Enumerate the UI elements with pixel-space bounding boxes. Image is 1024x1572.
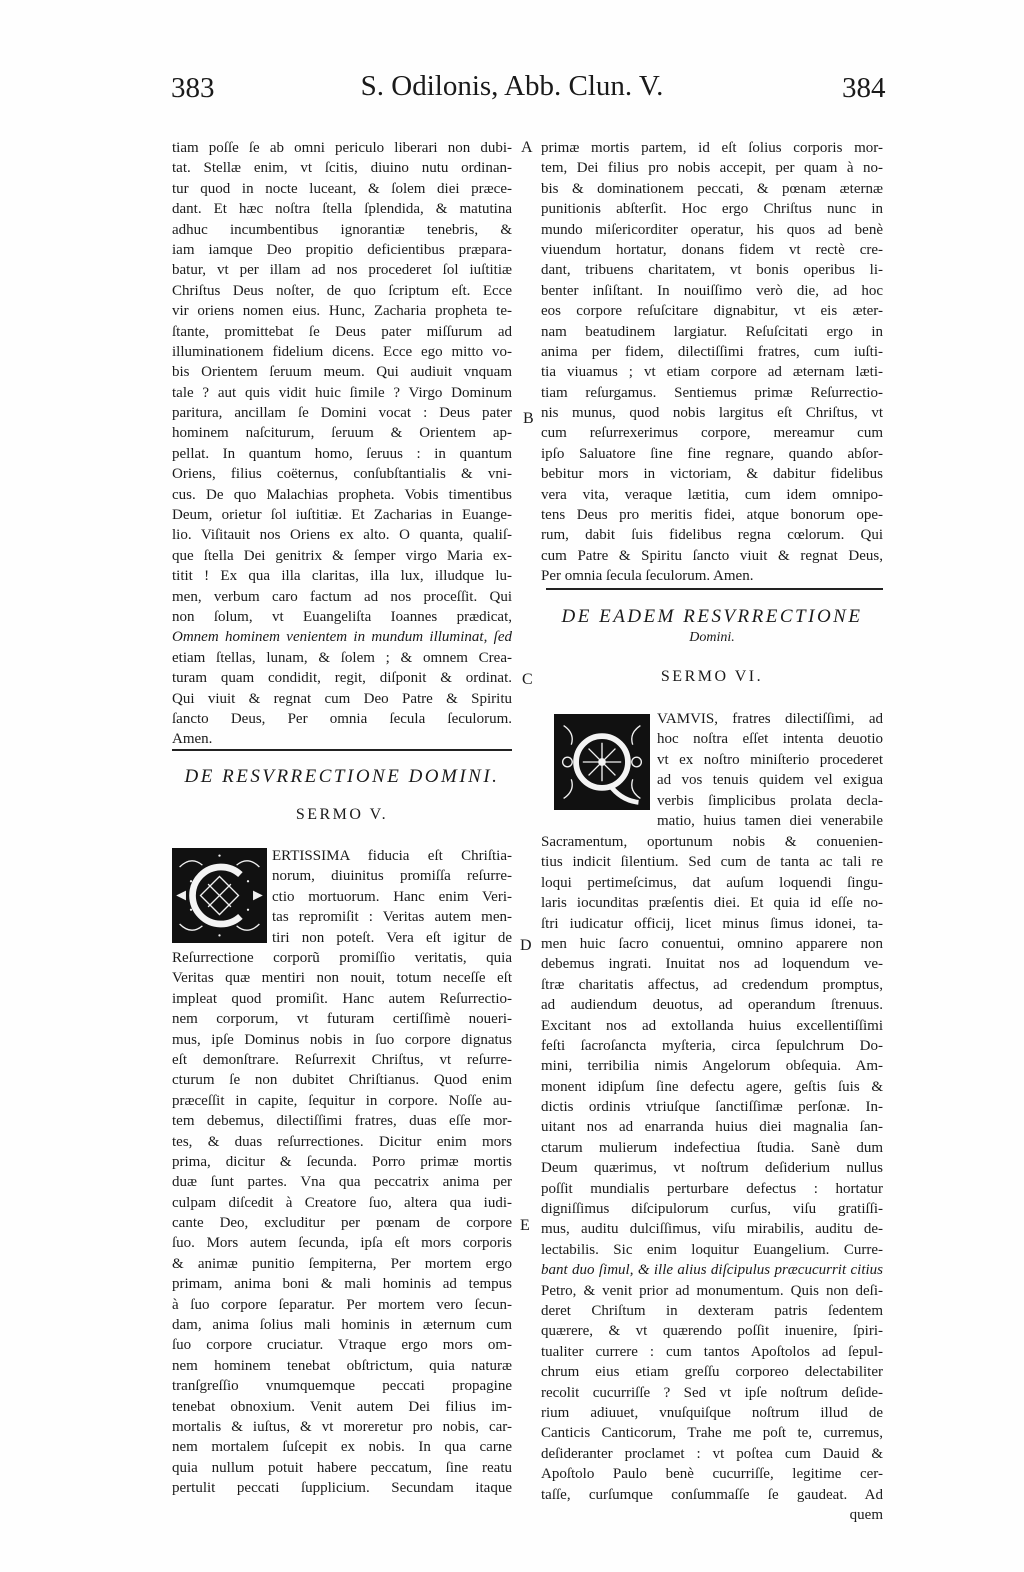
text-line: primæ mortis partem, id eſt ſolius corporis mor- <box>541 140 883 156</box>
text-line: dant. Et hæc noſtra ſtella ſplendida, & matutina <box>172 201 512 218</box>
text-line: ctarum mulierum indefectiua ſtudia. Sanè dum <box>541 1139 883 1156</box>
text-line: nam beatudinem largiatur. Reſuſcitati ergo in <box>541 323 883 340</box>
text-line: vera vita, veraque lætitia, cum idem omnipo- <box>541 486 883 503</box>
text-line: bebitur mors in victoriam, & dabitur fidelibus <box>541 466 883 483</box>
text-line: ſuo. Mors autem ſecunda, ipſa eſt mors corporis <box>172 1235 512 1252</box>
right-column-para1 <box>541 138 883 587</box>
left-column-para1 <box>172 138 512 750</box>
text-line: que ſtella Dei genitrix & ſemper virgo Maria ex- <box>172 547 512 564</box>
text-line: ſuo corpore cruciatur. Vtraque ergo mors om- <box>172 1337 512 1354</box>
text-line: turam quam condidit, regit, diſponit & ordinat. <box>172 670 512 687</box>
text-line: digniſſimus diſcipulorum curſus, viſu gratiſſi- <box>541 1201 883 1218</box>
text-line: debemus ingrati. Inuitat nos ad loquendum ve- <box>541 956 883 973</box>
text-line: tas repromiſit : Veritas autem men- <box>272 909 512 926</box>
text-line: ſtante, promittebat ſe Deus pater miſſurum ad <box>172 323 512 340</box>
dropcap-q-ornament <box>554 714 650 810</box>
text-line: præceſſit in capite, ſequitur in corpore. Noſſe au- <box>172 1092 512 1109</box>
text-line: duæ ſunt partes. Vna qua peccatrix anima per <box>172 1174 512 1191</box>
text-line: ſancto Deus, Per omnia ſecula ſeculorum. <box>172 710 512 727</box>
text-line: nem hominem tenebat obſtrictum, quia naturæ <box>172 1357 512 1374</box>
text-line: norum, diuinitus promiſſa reſurre- <box>272 868 512 885</box>
text-line: Sacramentum, oportunum nobis & conuenien- <box>541 834 883 850</box>
text-line: ſtræ charitatis affectus, ad credendum promptus, <box>541 976 883 993</box>
margin-marker-b: B <box>523 410 534 427</box>
text-line: bis & dominationem peccati, & pœnam æternæ <box>541 180 883 197</box>
dropcap-c-ornament <box>172 848 267 943</box>
text-line: mus, auditu dulciſſimus, viſu mirabilis, auditu de- <box>541 1221 883 1238</box>
text-line: tranſgreſſio vnumquemque peccati propagine <box>172 1378 512 1395</box>
text-line: Reſurrectione corporũ promiſſio veritatis, quia <box>172 950 512 966</box>
text-line: Oriens, filius coëternus, conſubſtantialis & vni- <box>172 466 512 483</box>
text-line: tiam poſſe ſe ab omni periculo liberari non dubi- <box>172 140 512 156</box>
text-line: Apoſtolo Paulo benè cucurriſſe, legitime cer- <box>541 1466 883 1483</box>
page-number-right: 384 <box>842 72 886 104</box>
text-line: rum, dabit ſuis fidelibus regna cœlorum. Qui <box>541 527 883 544</box>
text-line: tiam reſurgamus. Sentiemus primæ Reſurrectio- <box>541 384 883 401</box>
text-line: viuendum hortatur, donans fidem vt rectè cre- <box>541 241 883 258</box>
text-line: Amen. <box>172 731 213 748</box>
margin-marker-c: C <box>522 671 533 688</box>
margin-marker-a: A <box>521 139 533 156</box>
text-line: recolit cucurriſſe ? Sed vt ipſe noſtrum deſide- <box>541 1384 883 1401</box>
section-rule-left <box>172 749 512 751</box>
text-line: cum Patre & Spiritu ſancto viuit & regnat Deus, <box>541 547 883 564</box>
text-line: illuminationem fidelium dicens. Ecce ego mitto vo- <box>172 343 512 360</box>
text-line: paritura, ancillam ſe Domini vocat : Deus pater <box>172 405 512 422</box>
text-line: Per omnia ſecula ſeculorum. Amen. <box>541 568 754 585</box>
text-line: ad audiendum deuotus, ad operandum ſtrenuus. <box>541 997 883 1014</box>
text-line: mortalis & iuſtus, & vt moreretur pro nobis, car- <box>172 1418 512 1435</box>
text-line: quærere, & vt quærendo poſſit inuenire, ſpiri- <box>541 1323 883 1340</box>
text-line: & animæ punitio ſempiterna, Per mortem ergo <box>172 1255 512 1272</box>
text-line: batur, vt per illam ad nos procederet ſol iuſtitiæ <box>172 262 512 279</box>
text-line: Petro, & venit prior ad monumentum. Quis non deſi- <box>541 1282 883 1299</box>
text-line: tes, & duas reſurrectiones. Dicitur enim mors <box>172 1133 512 1150</box>
text-line: impleat quod promiſit. Hanc autem Reſurrectio- <box>172 990 512 1007</box>
sermo5-section-heading: DE RESVRRECTIONE DOMINI. <box>184 766 500 787</box>
text-line: rium adiuuet, vnuſquiſque noſtrum illud de <box>541 1404 883 1421</box>
text-line: Veritas quæ mentiri non nouit, totum neceſſe eſt <box>172 970 512 987</box>
text-line: adhuc incumbentibus ignorantiæ tenebris, & <box>172 221 512 238</box>
text-line: Deum, orietur ſol iuſtitiæ. Et Zacharias in Euange- <box>172 507 512 524</box>
text-line: prima, dicitur & ſecunda. Porro primæ mortis <box>172 1153 512 1170</box>
text-line: uitant nos ad enarranda huius diei magnalia ſan- <box>541 1119 883 1136</box>
text-line: cturum ſe non dubitet Chriſtianus. Quod enim <box>172 1072 512 1089</box>
text-line: Chriſtus Deus noſter, de quo ſcriptum eſt. Ecce <box>172 282 512 299</box>
text-line: iam iamque Deo propitio deficientibus præpara- <box>172 241 512 258</box>
sermo6-intro <box>657 709 883 831</box>
text-line: non ſolum, vt Euangeliſta Ioannes prædicat, <box>172 608 512 625</box>
text-line: tenebat obnoxium. Venit autem Dei filius im- <box>172 1398 512 1415</box>
sermo5-intro <box>272 846 512 948</box>
text-line: tualiter currere : cum tantos Apoſtolos ad ſepul- <box>541 1343 883 1360</box>
text-line: nem mortalem ſuſcepit ex nobis. In qua carne <box>172 1439 512 1456</box>
text-line: primam, anima boni & mali hominis ad tempus <box>172 1276 512 1293</box>
text-line: mundo miſericorditer operatur, his quos ad benè <box>541 221 883 238</box>
section-rule-right <box>546 588 883 590</box>
page-number-left: 383 <box>171 72 215 104</box>
sermo6-section-heading: DE EADEM RESVRRECTIONE <box>561 606 863 627</box>
text-line: tiri non poteſt. Vera eſt igitur de <box>272 929 512 946</box>
text-line: matio, huius tamen diei venerabile <box>657 812 883 829</box>
ornamental-initial-c-icon <box>172 848 267 943</box>
margin-marker-e: E <box>520 1217 530 1234</box>
text-line: men, verbum caro factum ad nos proceſſit. Qui <box>172 588 512 605</box>
text-line-italic: Omnem hominem venientem in mundum illuminat, ſed <box>172 629 512 646</box>
text-line: ERTISSIMA fiducia eſt Chriſtia- <box>272 848 512 864</box>
text-line: Qui viuit & regnat cum Deo Patre & Spiritu <box>172 690 512 707</box>
text-line: vir oriens nomen eius. Hunc, Zacharia propheta te- <box>172 303 512 320</box>
text-line: benter inſiſtant. In nouiſſimo verò die, ad hoc <box>541 282 883 299</box>
text-line: à ſuo corpore ſeparatur. Per mortem vero ſecun- <box>172 1296 512 1313</box>
text-line: taſſe, curſumque conſummaſſe ſe gaudeat. Ad <box>541 1486 883 1503</box>
text-line: poſſit mundialis perturbare defectus : hortatur <box>541 1180 883 1197</box>
text-line: ad vos tenuis quidem vel exigua <box>657 772 883 789</box>
running-title: S. Odilonis, Abb. Clun. V. <box>360 70 664 102</box>
text-line: nem corporum, vt futuram certiſſimè noueri- <box>172 1011 512 1028</box>
text-line: tat. Stellæ enim, vt ſcitis, diuino nutu ordinan- <box>172 160 512 177</box>
text-line: tius indicit ſilentium. Sed cum de tanta ac tali re <box>541 854 883 871</box>
text-line: cante Deo, excluditur per pœnam de corpore <box>172 1215 512 1232</box>
text-line: etiam ſtellas, lunam, & ſolem ; & omnem Crea- <box>172 649 512 666</box>
text-line: men huic ſacro conuentui, omnino apparere non <box>541 935 883 952</box>
text-line: chrum eius etiam greſſu corporeo delectabiliter <box>541 1364 883 1381</box>
text-line: cus. De quo Malachias propheta. Vobis timentibus <box>172 486 512 503</box>
text-line: titit ! Ex qua illa claritas, illa lux, illudque lu- <box>172 568 512 585</box>
sermo6-title: SERMO VI. <box>660 668 764 685</box>
text-line: nis munus, quod nobis largitus eſt Chriſtus, vt <box>541 405 883 422</box>
text-line: ſtri iudicatur officij, licet minus ſimus idonei, ta- <box>541 915 883 932</box>
text-line: cum reſurrexerimus corpore, mereamur cum <box>541 425 883 442</box>
text-line: Canticis Canticorum, Trahe me poſt te, curremus, <box>541 1425 883 1442</box>
text-line: lectabilis. Sic enim loquitur Euangelium. Curre- <box>541 1241 883 1258</box>
text-line: laris iocunditas præſentis diei. Et quia id eſſe no- <box>541 895 883 912</box>
text-line: tale ? aut quis vidit huic ſimile ? Virgo Dominum <box>172 384 512 401</box>
sermo6-section-subheading: Domini. <box>689 630 735 645</box>
text-line: feſti ſacroſancta myſteria, circa ſepulchrum Do- <box>541 1037 883 1054</box>
text-line: Excitant nos ad extollanda huius excellentiſſimi <box>541 1017 883 1034</box>
sermo5-title: SERMO V. <box>295 806 389 823</box>
text-line: loqui pertimeſcimus, dat auſum loquendi ſingu- <box>541 874 883 891</box>
text-line: tur quod in nocte luceant, & ſolem diei præce- <box>172 180 512 197</box>
text-line: hoc noſtra eſſet intenta deuotio <box>657 731 883 748</box>
text-line: lio. Viſitauit nos Oriens ex alto. O quanta, qualiſ- <box>172 527 512 544</box>
text-line: hominem naſciturum, ſeruum & Orientem ap- <box>172 425 512 442</box>
text-line: tens Deus pro meritis fidei, atque bonorum ope- <box>541 507 883 524</box>
text-line: pertulit peccati ſupplicium. Secundam itaque <box>172 1480 512 1497</box>
text-line: tia viuamus ; vt etiam corpore ad æternam læti- <box>541 364 883 381</box>
text-line: monent idipſum ſine defectu agere, geſtis ſuis & <box>541 1078 883 1095</box>
text-line: tem, Dei filius pro nobis accepit, per quam à no- <box>541 160 883 177</box>
text-line: dictis ordinis vtriuſque ſanctiſſimæ perſonæ. In- <box>541 1099 883 1116</box>
text-line: tem debemus, dilectiſſimi fratres, duas eſſe mor- <box>172 1113 512 1130</box>
text-line: eos corpore reſuſcitare dignabitur, vt eis æter- <box>541 303 883 320</box>
sermo6-body <box>541 832 883 1525</box>
margin-marker-d: D <box>520 937 532 954</box>
text-line: mus, ipſe Dominus nobis in ſuo corpore dignatus <box>172 1031 512 1048</box>
ornamental-initial-q-icon <box>554 714 650 810</box>
text-line: punitionis abſterſit. Hoc ergo Chriſtus nunc in <box>541 201 883 218</box>
text-line-italic: bant duo ſimul, & ille alius diſcipulus præcucurrit citius <box>541 1262 883 1279</box>
text-line: dant, tribuens charitatem, vt bonis operibus li- <box>541 262 883 279</box>
text-line: anima per fidem, dilectiſſimi fratres, cum iuſti- <box>541 343 883 360</box>
text-line: pellat. In quantum homo, ſeruus : in quantum <box>172 445 512 462</box>
text-line: dam, anima ſolius mali hominis in æternum cum <box>172 1317 512 1334</box>
text-line: culpam diſcedit à Creatore ſuo, altera qua iudi- <box>172 1194 512 1211</box>
text-line: eſt demonſtrare. Reſurrexit Chriſtus, vt reſurre- <box>172 1051 512 1068</box>
text-line: deſideranter proclamet : vt poſtea cum Dauid & <box>541 1445 883 1462</box>
text-line: ipſo Saluatore ſine fine regnare, quando abſor- <box>541 445 883 462</box>
text-line: ctio mortuorum. Hanc enim Veri- <box>272 888 512 905</box>
text-line: vt ex noſtro miniſterio procederet <box>657 751 883 768</box>
text-line: verbis ſimplicibus prolata decla- <box>657 792 883 809</box>
text-line: quia nullum potuit habere peccatum, ſine reatu <box>172 1459 512 1476</box>
text-line: mini, terribilia nimis Angelorum obſequia. Am- <box>541 1058 883 1075</box>
text-line: deret Chriſtum in dexteram patris ſedentem <box>541 1302 883 1319</box>
catchword: quem <box>849 1506 883 1523</box>
text-line: Deum quærimus, vt noſtrum deſiderium nullus <box>541 1160 883 1177</box>
sermo5-body <box>172 948 512 1499</box>
text-line: VAMVIS, fratres dilectiſſimi, ad <box>657 711 883 727</box>
text-line: bis Orientem ſeruum meum. Qui audiuit vnquam <box>172 364 512 381</box>
